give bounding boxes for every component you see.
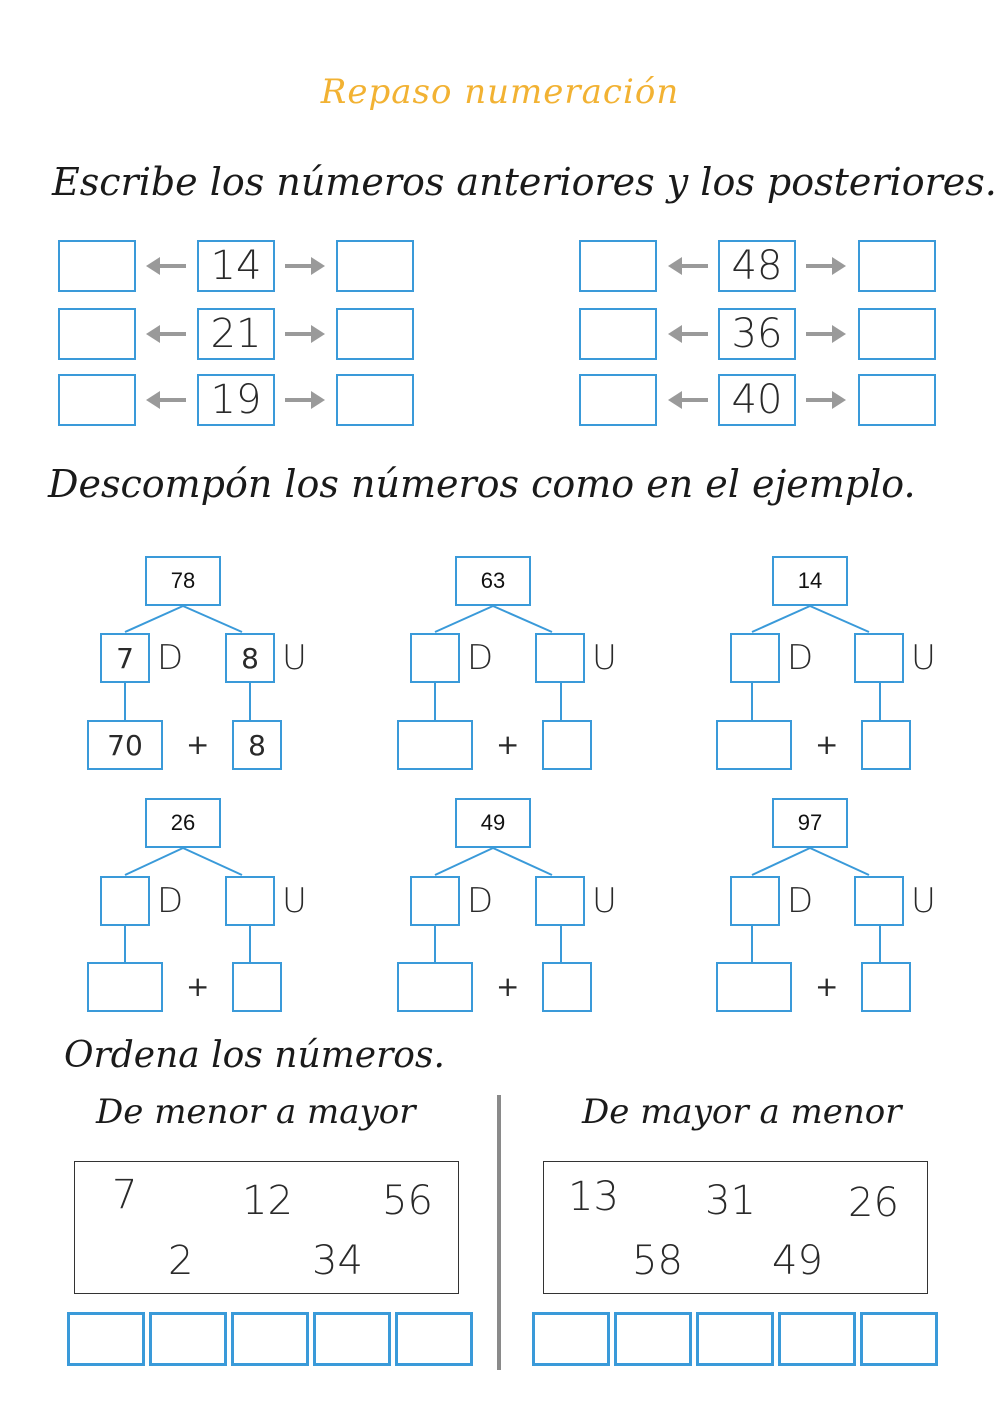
tens-label: D xyxy=(157,638,184,678)
given-number: 36 xyxy=(718,308,796,360)
units-digit-box[interactable]: 8 xyxy=(225,633,275,683)
units-label: U xyxy=(592,638,617,678)
number-to-order: 58 xyxy=(632,1238,683,1284)
number-to-order: 26 xyxy=(848,1180,899,1226)
tens-digit-box[interactable] xyxy=(410,633,460,683)
plus-sign: + xyxy=(186,970,210,1003)
units-value-box[interactable]: 8 xyxy=(232,720,282,770)
plus-sign: + xyxy=(186,728,210,761)
given-number: 48 xyxy=(718,240,796,292)
number-to-decompose: 49 xyxy=(455,798,531,848)
tens-digit-box[interactable] xyxy=(730,876,780,926)
plus-sign: + xyxy=(496,728,520,761)
tens-label: D xyxy=(787,881,814,921)
units-digit-box[interactable] xyxy=(535,633,585,683)
tens-value-box[interactable] xyxy=(716,962,792,1012)
order-answer-box[interactable] xyxy=(614,1312,692,1366)
units-label: U xyxy=(282,638,307,678)
column-divider xyxy=(497,1095,501,1370)
order-answer-box[interactable] xyxy=(860,1312,938,1366)
plus-sign: + xyxy=(815,970,839,1003)
number-to-order: 31 xyxy=(705,1178,756,1224)
units-value-box[interactable] xyxy=(232,962,282,1012)
number-to-decompose: 26 xyxy=(145,798,221,848)
tens-value-box[interactable]: 70 xyxy=(87,720,163,770)
order-answer-box[interactable] xyxy=(313,1312,391,1366)
number-to-order: 13 xyxy=(568,1174,619,1220)
given-number: 21 xyxy=(197,308,275,360)
tens-digit-box[interactable] xyxy=(410,876,460,926)
number-to-order: 49 xyxy=(772,1238,823,1284)
tens-value-box[interactable] xyxy=(716,720,792,770)
worksheet-title: Repaso numeración xyxy=(320,72,680,112)
units-value-box[interactable] xyxy=(861,720,911,770)
tens-digit-box[interactable]: 7 xyxy=(100,633,150,683)
units-digit-box[interactable] xyxy=(854,633,904,683)
right-heading: De mayor a menor xyxy=(582,1092,902,1132)
tens-digit-box[interactable] xyxy=(100,876,150,926)
given-number: 14 xyxy=(197,240,275,292)
tens-value-box[interactable] xyxy=(397,962,473,1012)
tens-value-box[interactable] xyxy=(397,720,473,770)
given-number: 19 xyxy=(197,374,275,426)
units-value-box[interactable] xyxy=(861,962,911,1012)
units-label: U xyxy=(911,638,936,678)
units-label: U xyxy=(282,881,307,921)
plus-sign: + xyxy=(815,728,839,761)
order-answer-box[interactable] xyxy=(395,1312,473,1366)
tens-digit-box[interactable] xyxy=(730,633,780,683)
number-to-order: 12 xyxy=(242,1178,293,1224)
order-answer-box[interactable] xyxy=(67,1312,145,1366)
number-to-order: 34 xyxy=(312,1238,363,1284)
tens-label: D xyxy=(467,638,494,678)
units-digit-box[interactable] xyxy=(225,876,275,926)
exercise3-instruction: Ordena los números. xyxy=(64,1035,445,1076)
units-label: U xyxy=(592,881,617,921)
number-to-decompose: 97 xyxy=(772,798,848,848)
units-digit-box[interactable] xyxy=(535,876,585,926)
exercise1-instruction: Escribe los números anteriores y los posteriores. xyxy=(52,160,997,204)
units-value-box[interactable] xyxy=(542,720,592,770)
tens-value-box[interactable] xyxy=(87,962,163,1012)
order-answer-box[interactable] xyxy=(778,1312,856,1366)
units-label: U xyxy=(911,881,936,921)
order-answer-box[interactable] xyxy=(149,1312,227,1366)
given-number: 40 xyxy=(718,374,796,426)
tens-label: D xyxy=(157,881,184,921)
tens-label: D xyxy=(787,638,814,678)
number-to-order: 7 xyxy=(112,1172,138,1218)
tens-label: D xyxy=(467,881,494,921)
exercise2-instruction: Descompón los números como en el ejemplo. xyxy=(48,462,916,506)
plus-sign: + xyxy=(496,970,520,1003)
number-to-order: 2 xyxy=(168,1238,194,1284)
order-answer-box[interactable] xyxy=(532,1312,610,1366)
number-to-decompose: 63 xyxy=(455,556,531,606)
order-answer-box[interactable] xyxy=(231,1312,309,1366)
units-value-box[interactable] xyxy=(542,962,592,1012)
number-to-order: 56 xyxy=(382,1178,433,1224)
order-answer-box[interactable] xyxy=(696,1312,774,1366)
left-heading: De menor a mayor xyxy=(96,1092,416,1132)
number-to-decompose: 78 xyxy=(145,556,221,606)
number-to-decompose: 14 xyxy=(772,556,848,606)
units-digit-box[interactable] xyxy=(854,876,904,926)
